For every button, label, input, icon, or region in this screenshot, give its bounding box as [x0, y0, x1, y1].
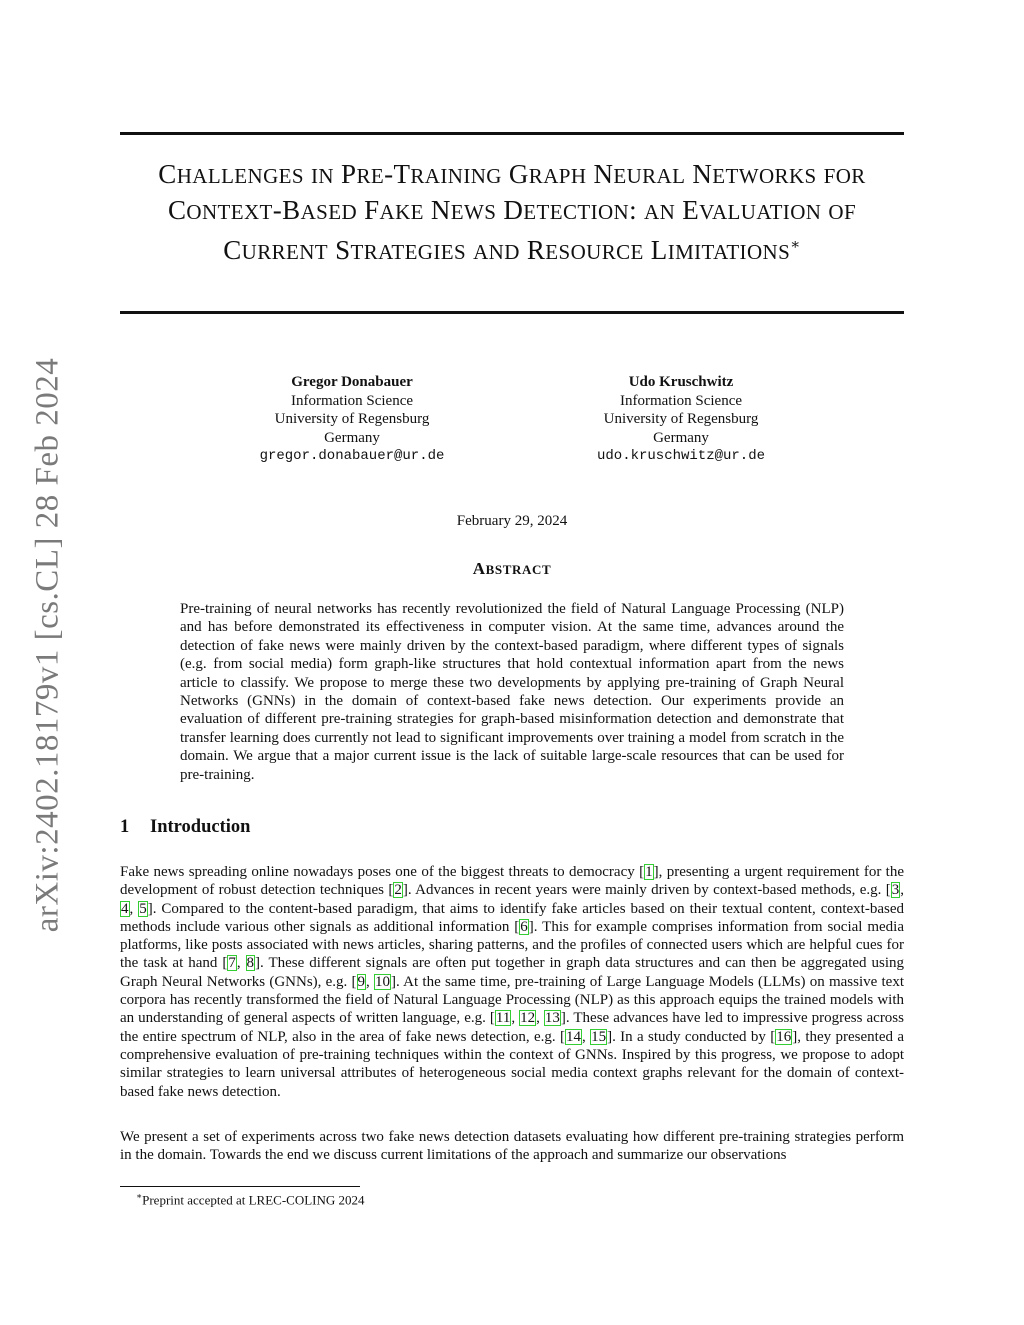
citation-link[interactable]: 2 [394, 882, 402, 899]
citation-link[interactable]: 13 [544, 1010, 560, 1027]
paragraph-text: ]. These advances have led to impressive progress across the entire spectrum of NLP, also in the area of fake news detection, e.g. [ [120, 1010, 904, 1045]
citation-link[interactable]: 12 [520, 1010, 536, 1027]
paragraph-text: ]. Compared to the content-based paradigm, that aims to identify fake articles based on their textual content, context-based methods include various other signals as additional information [ [120, 900, 904, 935]
paper-date: February 29, 2024 [456, 513, 568, 529]
introduction-paragraph-1 [120, 863, 904, 1101]
citation-link[interactable]: 6 [520, 918, 528, 935]
footnote-mark: ∗ [136, 1191, 143, 1201]
author-university: University of Regensburg [603, 411, 759, 427]
citation-link[interactable]: 10 [375, 973, 391, 990]
title-top-rule [120, 132, 904, 135]
author-university: University of Regensburg [274, 411, 430, 427]
author-department: Information Science [290, 392, 414, 409]
citation-link[interactable]: 11 [495, 1010, 511, 1027]
paragraph-text: , [536, 1010, 544, 1027]
paragraph-text: ]. Advances in recent years were mainly driven by context-based methods, e.g. [ [402, 882, 891, 899]
citation-link[interactable]: 14 [565, 1028, 581, 1045]
author-country: Germany [324, 429, 380, 446]
paragraph-text: , [236, 955, 246, 972]
paragraph-text: ]. At the same time, pre-training of Large Language Models (LLMs) on massive text corpora has recently transformed the field of Natural Language Processing (NLP) as this approach equips the trained models with an understanding of general aspects of written language, e.g. [ [120, 973, 905, 1027]
paragraph-text: ], they presented a comprehensive evaluation of pre-training techniques within the context of GNNs. Inspired by this progress, we propose to adopt similar strategies to learn universal attributes of heterogeneous social media context graphs relevant for the domain of context-based fake news detection. [120, 1028, 905, 1100]
citation-link[interactable]: 3 [891, 882, 900, 899]
citation-link[interactable]: 15 [591, 1028, 607, 1045]
citation-link[interactable]: 8 [246, 955, 255, 972]
paper-title-text: CHALLENGES IN PRE-TRAINING GRAPH NEURAL NETWORKS FOR CONTEXT-BASED FAKE NEWS DETECTION: AN EVALUATION OF CURRENT STRATEGIES AND RESOURCE LIMITATIONS [158, 159, 866, 265]
abstract-heading: ABSTRACT [472, 559, 552, 578]
arxiv-identifier-stamp: arXiv:2402.18179v1 [cs.CL] 28 Feb 2024 [29, 357, 66, 933]
citation-link[interactable]: 7 [228, 955, 236, 972]
paragraph-text: , [581, 1028, 591, 1045]
section-heading-introduction [120, 817, 250, 838]
author-block-1 [222, 373, 482, 466]
title-bottom-rule [120, 311, 904, 314]
introduction-paragraph-2: We present a set of experiments across two fake news detection datasets evaluating how different pre-training strategies perform in the domain. Towards the end we discuss current limitations of the approach and summarize our observations [120, 1129, 904, 1164]
paragraph-text: Fake news spreading online nowadays poses one of the biggest threats to democracy [ [120, 864, 645, 880]
paragraph-text: , [129, 900, 139, 917]
citation-link[interactable]: 4 [121, 900, 129, 917]
paragraph-text: , [366, 973, 375, 990]
footnote [136, 1191, 365, 1208]
citation-link[interactable]: 5 [139, 900, 147, 917]
paragraph-text: ]. In a study conducted by [ [607, 1028, 776, 1045]
section-title: Introduction [150, 817, 251, 837]
paragraph-text: , [900, 882, 905, 899]
paragraph-text: , [511, 1010, 520, 1027]
paragraph-text: ], presenting a urgent requirement for the development of robust detection techniques [ [120, 864, 905, 899]
citation-link[interactable]: 9 [357, 973, 366, 990]
citation-link[interactable]: 1 [645, 864, 653, 880]
author-department: Information Science [619, 392, 743, 409]
author-block-2 [551, 373, 811, 466]
title-footnote-mark: ∗ [790, 237, 801, 253]
paragraph-text: ]. This for example comprises information from social media platforms, like posts associated with news articles, sharing patterns, and the profiles of connected users which are helpful cues for the task at hand [ [120, 918, 905, 972]
citation-link[interactable]: 16 [776, 1028, 792, 1045]
author-name: Udo Kruschwitz [628, 374, 734, 390]
footnote-rule [120, 1186, 360, 1187]
footnote-text: Preprint accepted at LREC-COLING 2024 [142, 1192, 365, 1208]
author-name: Gregor Donabauer [291, 374, 413, 390]
author-email[interactable]: udo.kruschwitz@ur.de [596, 448, 766, 464]
author-country: Germany [653, 429, 709, 446]
section-number: 1 [120, 817, 130, 837]
paper-title [120, 158, 904, 269]
abstract-body: Pre-training of neural networks has recently revolutionized the field of Natural Language Processing (NLP) and has before demonstrated its effectiveness in computer vision. At the same time, advances around the detection of fake news were mainly driven by the context-based paradigm, where different types of signals (e.g. from social media) form graph-like structures that hold contextual information apart from the news article to classify. We propose to merge these two developments by applying pre-training of Graph Neural Networks (GNNs) in the domain of context-based fake news detection. Our experiments provide an evaluation of different pre-training strategies for graph-based misinformation detection and demonstrate that transfer learning does currently not lead to significant improvements over training a model from scratch in the domain. We argue that a major current issue is the lack of suitable large-scale resources that can be used for pre-training. [180, 601, 844, 783]
author-email[interactable]: gregor.donabauer@ur.de [259, 448, 445, 464]
paragraph-text: ]. These different signals are often put together in graph data structures and can then be aggregated using Graph Neural Networks (GNNs), e.g. [ [120, 955, 905, 990]
